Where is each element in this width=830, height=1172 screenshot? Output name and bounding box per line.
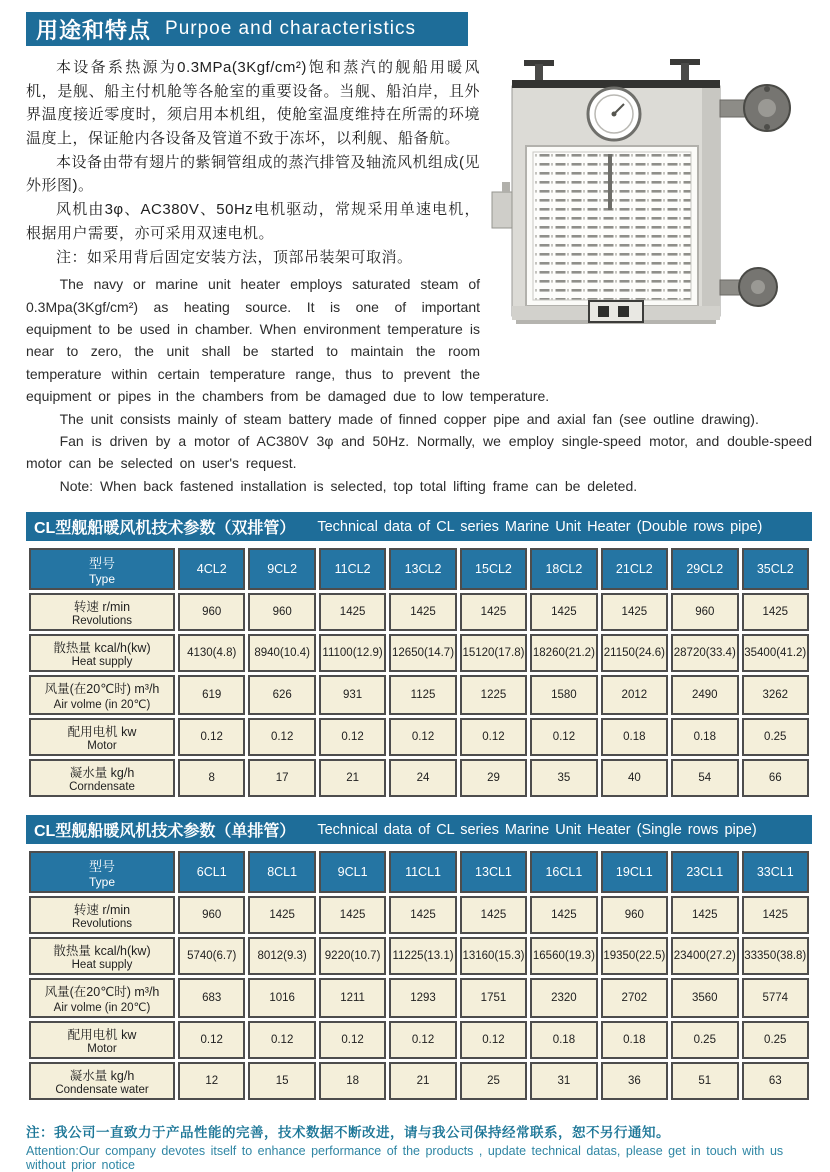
row-label-cell: 散热量 kcal/h(kw) Heat supply (29, 634, 175, 672)
model-header-cell: 18CL2 (530, 548, 597, 590)
row-label-cell: 转速 r/min Revolutions (29, 593, 175, 631)
value-cell: 0.25 (671, 1021, 738, 1059)
value-cell: 619 (178, 675, 245, 715)
value-cell: 1425 (319, 593, 386, 631)
value-cell: 21150(24.6) (601, 634, 668, 672)
intro-paragraph-zh-1: 本设备系热源为0.3MPa(3Kgf/cm²)饱和蒸汽的舰船用暖风机，是舰、船主付机舱等各舱室的重要设备。当舰、船泊岸，且外界温度接近零度时，须启用本机组，使舱室温度维持在所需的环境温度上，保证舱内各设备及管道不致于冻坏，以利舰、船备航。 (26, 59, 480, 148)
table-row (29, 718, 809, 756)
table1-title-bar (26, 512, 812, 541)
row-label-cell: 凝水量 kg/h Corndensate (29, 759, 175, 797)
value-cell: 0.12 (248, 718, 315, 756)
value-cell: 4130(4.8) (178, 634, 245, 672)
value-cell: 0.18 (601, 1021, 668, 1059)
spec-table (26, 848, 812, 1103)
value-cell: 1425 (389, 593, 456, 631)
value-cell: 0.12 (460, 718, 527, 756)
model-header-cell: 4CL2 (178, 548, 245, 590)
value-cell: 36 (601, 1062, 668, 1100)
model-header-cell: 13CL1 (460, 851, 527, 893)
value-cell: 0.12 (248, 1021, 315, 1059)
model-header-cell: 21CL2 (601, 548, 668, 590)
value-cell: 18 (319, 1062, 386, 1100)
value-cell: 51 (671, 1062, 738, 1100)
value-cell: 0.18 (671, 718, 738, 756)
value-cell: 13160(15.3) (460, 937, 527, 975)
table1-title-en: Technical data of CL series Marine Unit Heater (Double rows pipe) (317, 518, 763, 535)
row-label-cell: 配用电机 kw Motor (29, 718, 175, 756)
value-cell: 0.25 (742, 718, 810, 756)
value-cell: 3262 (742, 675, 810, 715)
row-label-cell: 散热量 kcal/h(kw) Heat supply (29, 937, 175, 975)
value-cell: 1425 (460, 593, 527, 631)
value-cell: 5774 (742, 978, 810, 1018)
value-cell: 0.18 (601, 718, 668, 756)
value-cell: 1293 (389, 978, 456, 1018)
value-cell: 16560(19.3) (530, 937, 597, 975)
pressure-gauge-icon (588, 88, 640, 140)
value-cell: 0.18 (530, 1021, 597, 1059)
intro-paragraph-zh-2: 本设备由带有翅片的紫铜管组成的蒸汽排管及轴流风机组成(见外形图)。 (26, 153, 480, 195)
value-cell: 18260(21.2) (530, 634, 597, 672)
value-cell: 931 (319, 675, 386, 715)
table-row (29, 634, 809, 672)
model-header-cell: 11CL1 (389, 851, 456, 893)
value-cell: 9220(10.7) (319, 937, 386, 975)
section-title-en: Purpoe and characteristics (165, 18, 416, 39)
value-cell: 24 (389, 759, 456, 797)
value-cell: 626 (248, 675, 315, 715)
side-junction-box (492, 182, 512, 228)
value-cell: 1425 (530, 593, 597, 631)
flange-pipe-top-icon (720, 85, 790, 131)
type-header-cell: 型号 Type (29, 851, 175, 893)
model-header-cell: 9CL2 (248, 548, 315, 590)
table2-single-rows-pipe (26, 848, 812, 1103)
table-row (29, 675, 809, 715)
value-cell: 960 (601, 896, 668, 934)
value-cell: 0.25 (742, 1021, 810, 1059)
value-cell: 0.12 (460, 1021, 527, 1059)
model-header-cell: 16CL1 (530, 851, 597, 893)
model-header-cell: 35CL2 (742, 548, 810, 590)
value-cell: 1425 (248, 896, 315, 934)
value-cell: 17 (248, 759, 315, 797)
value-cell: 31 (530, 1062, 597, 1100)
model-header-cell: 11CL2 (319, 548, 386, 590)
value-cell: 1016 (248, 978, 315, 1018)
footer-note-en: Attention:Our company devotes itself to enhance performance of the products , update technical datas, please get in touch with us without prior notice (26, 1144, 784, 1172)
model-header-cell: 29CL2 (671, 548, 738, 590)
table2-title-zh: CL型舰船暖风机技术参数（单排管） (34, 823, 296, 841)
value-cell: 25 (460, 1062, 527, 1100)
spec-table (26, 545, 812, 800)
value-cell: 5740(6.7) (178, 937, 245, 975)
value-cell: 0.12 (389, 1021, 456, 1059)
value-cell: 960 (178, 593, 245, 631)
value-cell: 2320 (530, 978, 597, 1018)
value-cell: 2490 (671, 675, 738, 715)
table1-title-zh: CL型舰船暖风机技术参数（双排管） (34, 520, 296, 538)
value-cell: 0.12 (530, 718, 597, 756)
table2-title-bar (26, 815, 812, 844)
value-cell: 35 (530, 759, 597, 797)
value-cell: 1425 (671, 896, 738, 934)
value-cell: 2012 (601, 675, 668, 715)
value-cell: 1425 (530, 896, 597, 934)
model-header-cell: 6CL1 (178, 851, 245, 893)
intro-paragraph-en-3: Fan is driven by a motor of AC380V 3φ and 50Hz. Normally, we employ single-speed motor, and double-speed motor can be selected on user's request. (26, 432, 812, 472)
section-title-zh: 用途和特点 (36, 17, 152, 43)
value-cell: 15120(17.8) (460, 634, 527, 672)
cabinet-right-panel (702, 88, 720, 314)
value-cell: 8012(9.3) (248, 937, 315, 975)
product-photo (490, 52, 812, 378)
model-header-cell: 13CL2 (389, 548, 456, 590)
model-header-cell: 8CL1 (248, 851, 315, 893)
row-label-cell: 转速 r/min Revolutions (29, 896, 175, 934)
intro-section (26, 56, 812, 497)
value-cell: 66 (742, 759, 810, 797)
value-cell: 960 (248, 593, 315, 631)
value-cell: 11100(12.9) (319, 634, 386, 672)
value-cell: 33350(38.8) (742, 937, 810, 975)
value-cell: 1425 (460, 896, 527, 934)
value-cell: 1425 (319, 896, 386, 934)
table-row (29, 759, 809, 797)
value-cell: 8940(10.4) (248, 634, 315, 672)
model-header-cell: 23CL1 (671, 851, 738, 893)
value-cell: 1425 (389, 896, 456, 934)
value-cell: 1425 (742, 896, 810, 934)
value-cell: 1751 (460, 978, 527, 1018)
grille (526, 146, 698, 306)
intro-note-zh: 注：如采用背后固定安装方法，顶部吊装架可取消。 (56, 248, 413, 266)
table-row (29, 978, 809, 1018)
table1-double-rows-pipe (26, 545, 812, 800)
value-cell: 3560 (671, 978, 738, 1018)
value-cell: 12 (178, 1062, 245, 1100)
flange-pipe-bottom-icon (720, 268, 777, 306)
table2-title-en: Technical data of CL series Marine Unit Heater (Single rows pipe) (317, 821, 757, 838)
value-cell: 8 (178, 759, 245, 797)
control-nameplate (589, 301, 643, 322)
value-cell: 0.12 (389, 718, 456, 756)
table-row (29, 896, 809, 934)
value-cell: 960 (671, 593, 738, 631)
value-cell: 2702 (601, 978, 668, 1018)
value-cell: 23400(27.2) (671, 937, 738, 975)
value-cell: 0.12 (178, 718, 245, 756)
value-cell: 29 (460, 759, 527, 797)
value-cell: 21 (389, 1062, 456, 1100)
value-cell: 11225(13.1) (389, 937, 456, 975)
model-header-cell: 19CL1 (601, 851, 668, 893)
value-cell: 54 (671, 759, 738, 797)
footer-note-zh: 注：我公司一直致力于产品性能的完善，技术数据不断改进，请与我公司保持经常联系，恕不另行通知。 (26, 1125, 670, 1141)
model-header-cell: 33CL1 (742, 851, 810, 893)
value-cell: 0.12 (319, 1021, 386, 1059)
row-label-cell: 风量(在20℃时) m³/h Air volme (in 20℃) (29, 675, 175, 715)
row-label-cell: 配用电机 kw Motor (29, 1021, 175, 1059)
value-cell: 1425 (742, 593, 810, 631)
table-header-row (29, 851, 809, 893)
value-cell: 15 (248, 1062, 315, 1100)
value-cell: 40 (601, 759, 668, 797)
value-cell: 0.12 (178, 1021, 245, 1059)
intro-paragraph-en-2: The unit consists mainly of steam battery made of finned copper pipe and axial fan (see outline drawing). (59, 410, 759, 427)
value-cell: 683 (178, 978, 245, 1018)
value-cell: 1211 (319, 978, 386, 1018)
value-cell: 1580 (530, 675, 597, 715)
section-title-bar (26, 12, 468, 46)
value-cell: 1425 (601, 593, 668, 631)
value-cell: 12650(14.7) (389, 634, 456, 672)
value-cell: 1225 (460, 675, 527, 715)
value-cell: 1125 (389, 675, 456, 715)
type-header-cell: 型号 Type (29, 548, 175, 590)
value-cell: 35400(41.2) (742, 634, 810, 672)
table-row (29, 937, 809, 975)
table-row (29, 1021, 809, 1059)
row-label-cell: 凝水量 kg/h Condensate water (29, 1062, 175, 1100)
value-cell: 28720(33.4) (671, 634, 738, 672)
intro-paragraph-zh-3: 风机由3φ、AC380V、50Hz电机驱动，常规采用单速电机，根据用户需要，亦可采用双速电机。 (26, 201, 480, 242)
value-cell: 0.12 (319, 718, 386, 756)
table-header-row (29, 548, 809, 590)
value-cell: 19350(22.5) (601, 937, 668, 975)
table-row (29, 593, 809, 631)
intro-paragraph-en-1: The navy or marine unit heater employs saturated steam of 0.3Mpa(3Kgf/cm²) as heating source. It is one of important equipment to be used in chamber. When environment temperature is near to zero, the unit shall be started to maintain the room temperature within certain temperature range, thus to prevent the equipment or pipes in the chambers from be damaged due to low temperature. (26, 276, 550, 405)
value-cell: 960 (178, 896, 245, 934)
row-label-cell: 风量(在20℃时) m³/h Air volme (in 20℃) (29, 978, 175, 1018)
model-header-cell: 15CL2 (460, 548, 527, 590)
value-cell: 63 (742, 1062, 810, 1100)
footer-notes (26, 1121, 812, 1172)
table-row (29, 1062, 809, 1100)
value-cell: 21 (319, 759, 386, 797)
model-header-cell: 9CL1 (319, 851, 386, 893)
intro-note-en: Note: When back fastened installation is selected, top total lifting frame can be deleted. (59, 477, 638, 494)
